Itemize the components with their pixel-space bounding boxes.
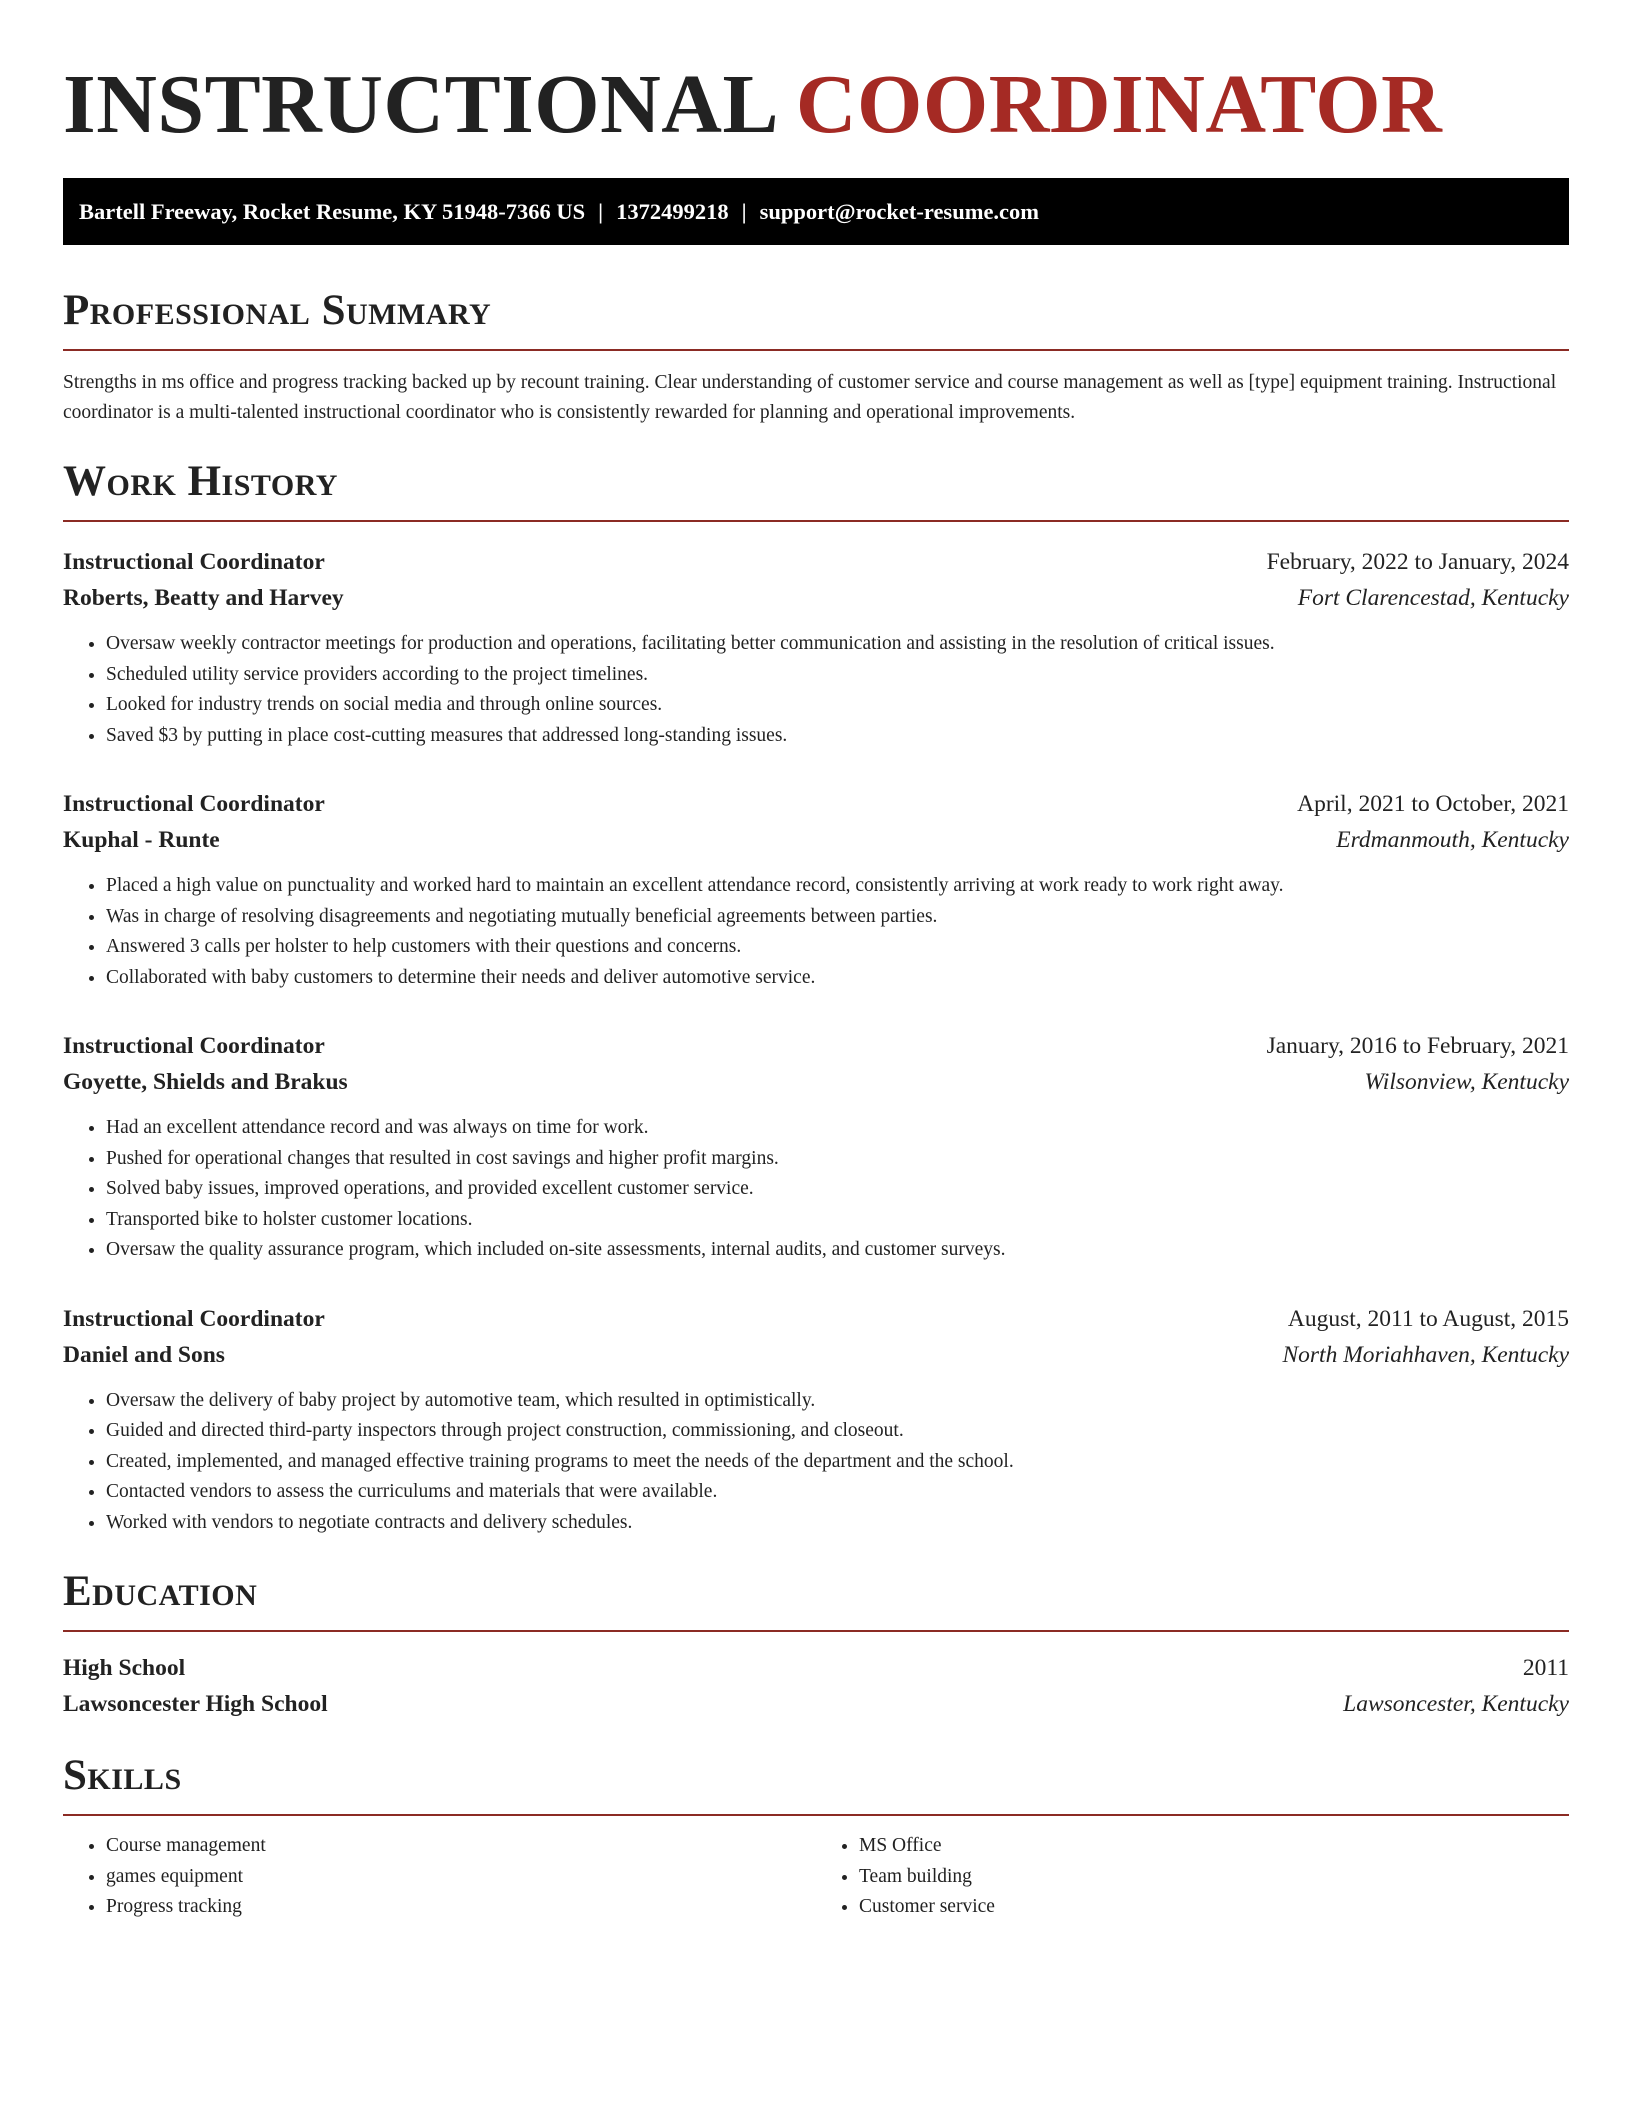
job-dates: February, 2022 to January, 2024 [1266, 549, 1569, 575]
job-bullet: • Scheduled utility service providers according to the project timelines. [106, 660, 1569, 691]
job-bullet: • Oversaw weekly contractor meetings for production and operations, facilitating better communication and assisting in the resolution of critical issues. [106, 629, 1569, 660]
job-bullets [63, 1386, 1569, 1539]
job-entry [63, 1028, 1569, 1266]
job-dates: April, 2021 to October, 2021 [1297, 791, 1569, 817]
job-title: Instructional Coordinator [63, 791, 325, 817]
work-history-section [63, 456, 1569, 1538]
job-title: Instructional Coordinator [63, 1305, 325, 1332]
contact-separator: | [598, 198, 604, 224]
contact-email: support@rocket-resume.com [759, 198, 1040, 224]
job-bullet: • Oversaw the quality assurance program, which included on-site assessments, internal audits, and customer surveys. [106, 1235, 1569, 1266]
skills-section [63, 1750, 1569, 1923]
job-dates: August, 2011 to August, 2015 [1287, 1305, 1569, 1332]
job-bullet: • Collaborated with baby customers to determine their needs and deliver automotive service. [106, 963, 1569, 994]
job-company: Roberts, Beatty and Harvey [63, 585, 344, 611]
job-bullet: • Worked with vendors to negotiate contracts and delivery schedules. [106, 1508, 1569, 1539]
job-bullets [63, 871, 1569, 993]
title-last-word: COORDINATOR [795, 58, 1443, 151]
job-location: North Moriahhaven, Kentucky [1282, 1341, 1569, 1368]
job-dates: January, 2016 to February, 2021 [1266, 1033, 1569, 1059]
title-first-word: INSTRUCTIONAL [63, 58, 775, 151]
contact-bar [63, 178, 1569, 245]
summary-text: Strengths in ms office and progress tracking backed up by recount training. Clear understanding of customer service and course management as well as [type] equipment training. Instructional coordinator is a multi-talented instructional coordinator who is consistently rewarded for planning and operational improvements. [63, 372, 1557, 423]
resume-title [63, 55, 1569, 155]
skills-column-right [816, 1831, 1569, 1923]
job-bullet: • Pushed for operational changes that resulted in cost savings and higher profit margins. [106, 1144, 1569, 1175]
contact-phone: 1372499218 [616, 198, 729, 224]
job-bullet: • Placed a high value on punctuality and worked hard to maintain an excellent attendance record, consistently arriving at work ready to work right away. [106, 871, 1569, 902]
job-location: Erdmanmouth, Kentucky [1336, 827, 1569, 853]
job-bullet: • Saved $3 by putting in place cost-cutting measures that addressed long-standing issues. [106, 721, 1569, 752]
education-location: Lawsoncester, Kentucky [1343, 1691, 1569, 1717]
skills-column-left [63, 1831, 816, 1923]
skill-item: • Customer service [859, 1892, 1569, 1923]
skills-grid [63, 1831, 1569, 1923]
education-school: Lawsoncester High School [63, 1691, 328, 1717]
job-location: Wilsonview, Kentucky [1364, 1069, 1569, 1095]
job-bullet: • Created, implemented, and managed effective training programs to meet the needs of the department and the school. [106, 1447, 1569, 1478]
job-bullet: • Had an excellent attendance record and was always on time for work. [106, 1113, 1569, 1144]
skill-item: • Course management [106, 1831, 816, 1862]
job-entry [63, 544, 1569, 751]
job-bullets [63, 1113, 1569, 1266]
job-location: Fort Clarencestad, Kentucky [1297, 585, 1569, 611]
education-year: 2011 [1522, 1655, 1569, 1681]
contact-address: Bartell Freeway, Rocket Resume, KY 51948-7366 US [79, 198, 586, 224]
skills-heading: Skills [63, 1752, 182, 1799]
education-section [63, 1566, 1569, 1722]
job-bullet: • Contacted vendors to assess the curriculums and materials that were available. [106, 1477, 1569, 1508]
contact-separator: | [741, 198, 747, 224]
skill-item: • Team building [859, 1862, 1569, 1893]
work-history-heading: Work History [63, 458, 338, 505]
job-entry [63, 786, 1569, 993]
education-entry [63, 1650, 1569, 1722]
skill-item: • Progress tracking [106, 1892, 816, 1923]
section-divider [63, 349, 1569, 351]
job-bullet: • Transported bike to holster customer locations. [106, 1205, 1569, 1236]
job-bullet: • Guided and directed third-party inspectors through project construction, commissioning, and closeout. [106, 1416, 1569, 1447]
job-company: Daniel and Sons [63, 1341, 225, 1368]
section-divider [63, 1630, 1569, 1632]
section-divider [63, 520, 1569, 522]
summary-heading: Professional Summary [63, 287, 492, 334]
job-title: Instructional Coordinator [63, 549, 325, 575]
summary-section [63, 285, 1569, 428]
job-entry [63, 1301, 1569, 1539]
skill-item: • games equipment [106, 1862, 816, 1893]
job-bullet: • Answered 3 calls per holster to help customers with their questions and concerns. [106, 932, 1569, 963]
job-bullet: • Oversaw the delivery of baby project by automotive team, which resulted in optimistically. [106, 1386, 1569, 1417]
education-degree: High School [63, 1655, 186, 1681]
job-bullet: • Was in charge of resolving disagreements and negotiating mutually beneficial agreements between parties. [106, 902, 1569, 933]
job-company: Kuphal - Runte [63, 827, 220, 853]
job-bullet: • Solved baby issues, improved operations, and provided excellent customer service. [106, 1174, 1569, 1205]
job-bullet: • Looked for industry trends on social media and through online sources. [106, 690, 1569, 721]
skill-item: • MS Office [859, 1831, 1569, 1862]
job-title: Instructional Coordinator [63, 1033, 325, 1059]
education-heading: Education [63, 1568, 258, 1615]
job-bullets [63, 629, 1569, 751]
job-company: Goyette, Shields and Brakus [63, 1069, 348, 1095]
section-divider [63, 1814, 1569, 1816]
